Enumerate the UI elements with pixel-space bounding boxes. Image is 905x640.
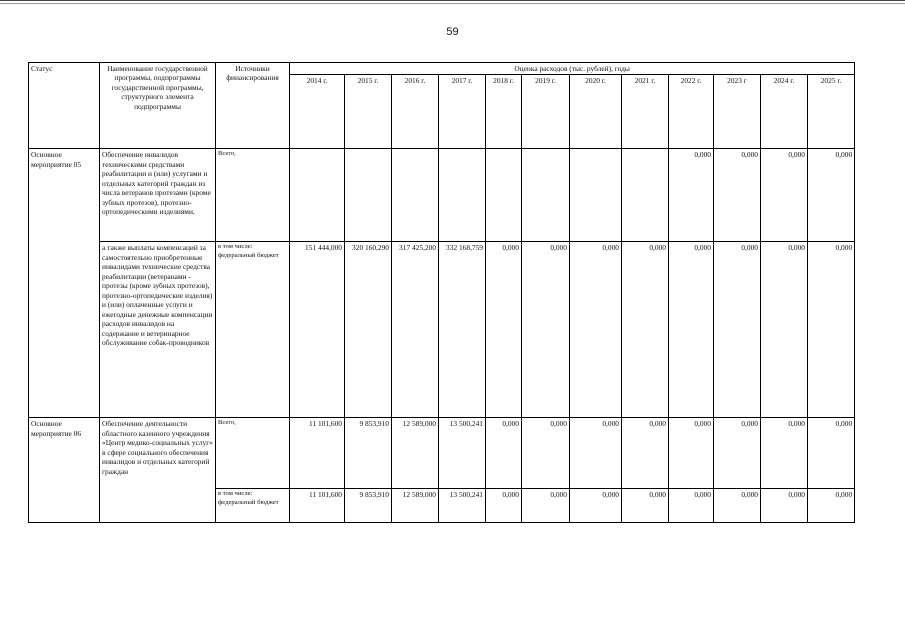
header-year: 2024 г. (761, 75, 808, 149)
value-cell: 317 425,200 (392, 242, 439, 418)
value-cell: 0,000 (808, 489, 855, 523)
value-cell: 0,000 (522, 489, 570, 523)
header-year: 2017 г. (439, 75, 486, 149)
value-cell: 0,000 (486, 489, 522, 523)
value-cell: 0,000 (808, 418, 855, 489)
page-number: 59 (446, 26, 459, 38)
row-status: Основное мероприятие 06 (29, 418, 100, 523)
value-cell (345, 149, 392, 242)
value-cell (522, 149, 570, 242)
row-name-continued: а также выплаты компенсаций за самостоятельно приобретенные инвалидами технические средства реабилитации (ветеранами - протезы (кроме зубных протезов), протезно-ортопедические изделия) и (или) оплаченные услуги и ежегодные денежные компенсации расходов инвалидов на содержание и ветеринарное обслуживание собак-проводников (100, 242, 216, 418)
value-cell: 0,000 (714, 418, 761, 489)
value-cell: 0,000 (486, 418, 522, 489)
value-cell: 151 444,000 (290, 242, 345, 418)
header-year: 2021 г. (622, 75, 669, 149)
source-federal-label: в том числе: федеральный бюджет (216, 489, 290, 523)
value-cell: 12 589,000 (392, 418, 439, 489)
value-cell: 0,000 (761, 489, 808, 523)
row-name: Обеспечение деятельности областного казенного учреждения «Центр медико-социальных услуг» в сфере социального обеспечения инвалидов и отдельных категорий граждан (100, 418, 216, 523)
value-cell: 0,000 (808, 149, 855, 242)
scan-edge-line (0, 0, 905, 1)
value-cell: 0,000 (622, 242, 669, 418)
value-cell: 0,000 (522, 418, 570, 489)
header-year: 2014 г. (290, 75, 345, 149)
value-cell: 0,000 (669, 242, 714, 418)
budget-table (28, 62, 855, 523)
header-year: 2015 г. (345, 75, 392, 149)
value-cell: 0,000 (669, 418, 714, 489)
value-cell: 0,000 (622, 418, 669, 489)
value-cell: 11 101,600 (290, 489, 345, 523)
row-name: Обеспечение инвалидов техническими средствами реабилитации и (или) услугами и отдельных категорий граждан из числа ветеранов протезами (кроме зубных протезов), протезно-ортопедическими изделиями, (100, 149, 216, 242)
value-cell: 0,000 (714, 489, 761, 523)
header-year: 2019 г. (522, 75, 570, 149)
value-cell: 0,000 (761, 418, 808, 489)
value-cell: 12 589,000 (392, 489, 439, 523)
value-cell: 0,000 (522, 242, 570, 418)
header-year: 2025 г. (808, 75, 855, 149)
value-cell (439, 149, 486, 242)
value-cell: 9 853,910 (345, 489, 392, 523)
value-cell: 9 853,910 (345, 418, 392, 489)
source-total-label: Всего, (216, 418, 290, 489)
value-cell: 0,000 (570, 489, 622, 523)
header-estimate: Оценка расходов (тыс. рублей), годы (290, 63, 855, 75)
header-name: Наименование государственной программы, подпрограммы государственной программы, структурного элемента подпрограммы (100, 63, 216, 149)
header-year: 2016 г. (392, 75, 439, 149)
value-cell: 0,000 (669, 489, 714, 523)
value-cell (290, 149, 345, 242)
value-cell: 0,000 (669, 149, 714, 242)
value-cell: 0,000 (808, 242, 855, 418)
header-year: 2020 г. (570, 75, 622, 149)
value-cell: 0,000 (761, 242, 808, 418)
value-cell (392, 149, 439, 242)
header-year: 2023 г (714, 75, 761, 149)
value-cell (622, 149, 669, 242)
header-year: 2018 г. (486, 75, 522, 149)
value-cell: 0,000 (714, 149, 761, 242)
header-year: 2022 г. (669, 75, 714, 149)
header-sources: Источники финансирования (216, 63, 290, 149)
value-cell: 0,000 (622, 489, 669, 523)
value-cell: 320 160,290 (345, 242, 392, 418)
value-cell: 13 500,241 (439, 418, 486, 489)
row-status: Основное мероприятие 05 (29, 149, 100, 418)
value-cell: 0,000 (761, 149, 808, 242)
value-cell: 0,000 (570, 242, 622, 418)
value-cell (570, 149, 622, 242)
value-cell: 0,000 (714, 242, 761, 418)
source-federal-label: в том числе: федеральный бюджет (216, 242, 290, 418)
value-cell: 13 500,241 (439, 489, 486, 523)
value-cell: 0,000 (486, 242, 522, 418)
value-cell: 332 168,759 (439, 242, 486, 418)
value-cell: 11 101,600 (290, 418, 345, 489)
value-cell (486, 149, 522, 242)
source-total-label: Всего, (216, 149, 290, 242)
header-status: Статус (29, 63, 100, 149)
scan-edge-line (0, 3, 905, 4)
value-cell: 0,000 (570, 418, 622, 489)
